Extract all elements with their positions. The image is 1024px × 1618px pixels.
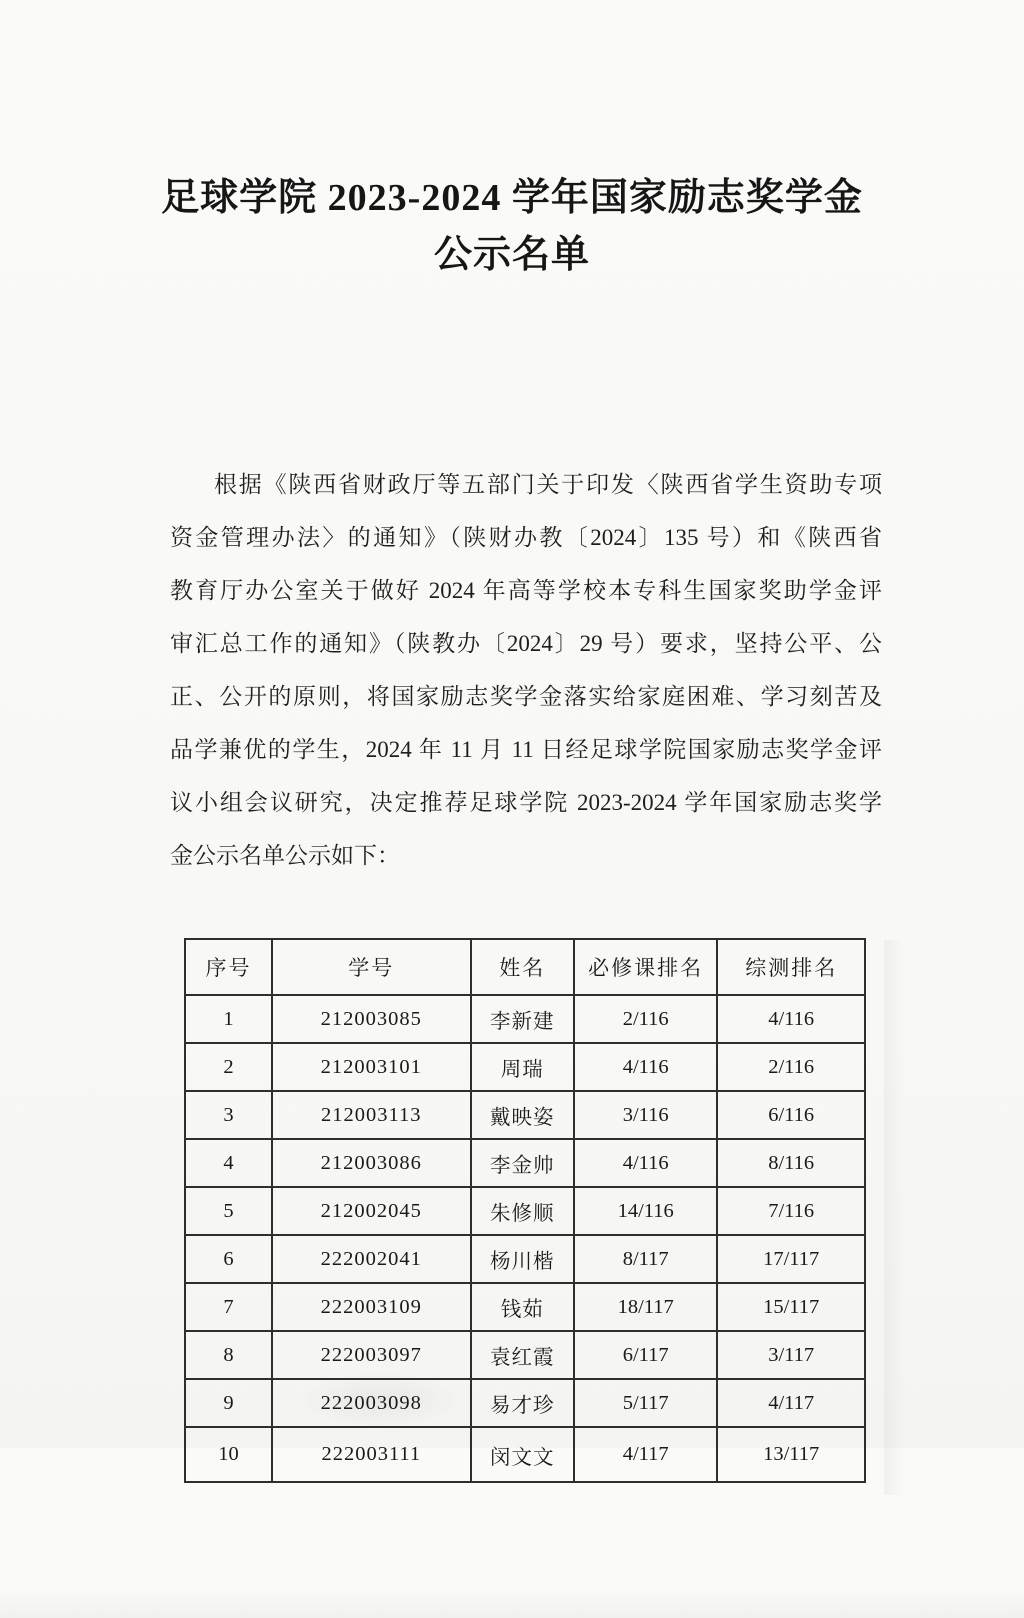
table-cell: 18/117 bbox=[574, 1283, 717, 1331]
table-cell: 8/117 bbox=[574, 1235, 717, 1283]
paragraph-line: 根据《陕西省财政厅等五部门关于印发〈陕西省学生资助专项 bbox=[214, 472, 882, 497]
paragraph-line: 正、公开的原则，将国家励志奖学金落实给家庭困难、学习刻苦及 bbox=[170, 684, 882, 709]
table-cell: 9 bbox=[185, 1379, 272, 1427]
table-row bbox=[185, 1235, 865, 1283]
scholarship-roster-table bbox=[184, 938, 866, 1483]
table-cell: 钱茹 bbox=[471, 1283, 574, 1331]
table-cell: 212003113 bbox=[272, 1091, 471, 1139]
table-cell: 212003086 bbox=[272, 1139, 471, 1187]
table-cell: 4/116 bbox=[574, 1139, 717, 1187]
table-cell: 1 bbox=[185, 995, 272, 1043]
table-cell: 6/116 bbox=[717, 1091, 865, 1139]
table-cell: 13/117 bbox=[717, 1427, 865, 1482]
table-cell: 222003097 bbox=[272, 1331, 471, 1379]
column-header: 序号 bbox=[185, 939, 272, 995]
table-row bbox=[185, 1187, 865, 1235]
document-title-line-2: 公示名单 bbox=[433, 234, 590, 276]
table-cell: 周瑞 bbox=[471, 1043, 574, 1091]
table-cell: 222002041 bbox=[272, 1235, 471, 1283]
paragraph-line: 审汇总工作的通知》（陕教办〔2024〕29 号）要求，坚持公平、公 bbox=[170, 631, 882, 656]
table-header bbox=[185, 939, 865, 995]
table-cell: 李新建 bbox=[471, 995, 574, 1043]
table-cell: 2 bbox=[185, 1043, 272, 1091]
table-cell: 4/116 bbox=[574, 1043, 717, 1091]
table-cell: 袁红霞 bbox=[471, 1331, 574, 1379]
column-header: 姓名 bbox=[471, 939, 574, 995]
table-row bbox=[185, 1043, 865, 1091]
table-cell: 212003085 bbox=[272, 995, 471, 1043]
table-row bbox=[185, 1091, 865, 1139]
table-cell: 222003109 bbox=[272, 1283, 471, 1331]
table-body bbox=[185, 995, 865, 1482]
table-row bbox=[185, 1283, 865, 1331]
table-cell: 4/116 bbox=[717, 995, 865, 1043]
table-cell: 15/117 bbox=[717, 1283, 865, 1331]
table-cell: 戴映姿 bbox=[471, 1091, 574, 1139]
table-cell: 222003098 bbox=[272, 1379, 471, 1427]
announcement-paragraph bbox=[170, 458, 882, 882]
column-header: 学号 bbox=[272, 939, 471, 995]
table-row bbox=[185, 1427, 865, 1482]
column-header: 综测排名 bbox=[717, 939, 865, 995]
table-cell: 222003111 bbox=[272, 1427, 471, 1482]
table-cell: 212003101 bbox=[272, 1043, 471, 1091]
table-cell: 5 bbox=[185, 1187, 272, 1235]
paragraph-line: 金公示名单公示如下： bbox=[170, 843, 400, 868]
table-cell: 8 bbox=[185, 1331, 272, 1379]
paragraph-line: 议小组会议研究，决定推荐足球学院 2023-2024 学年国家励志奖学 bbox=[170, 790, 882, 815]
table-cell: 闵文文 bbox=[471, 1427, 574, 1482]
paragraph-line: 品学兼优的学生，2024 年 11 月 11 日经足球学院国家励志奖学金评 bbox=[170, 737, 882, 762]
table-cell: 3 bbox=[185, 1091, 272, 1139]
document-title bbox=[0, 170, 1024, 284]
table-cell: 3/116 bbox=[574, 1091, 717, 1139]
table-cell: 4 bbox=[185, 1139, 272, 1187]
table-cell: 3/117 bbox=[717, 1331, 865, 1379]
column-header: 必修课排名 bbox=[574, 939, 717, 995]
table-cell: 2/116 bbox=[717, 1043, 865, 1091]
scan-shadow-right bbox=[884, 940, 904, 1495]
table-cell: 7 bbox=[185, 1283, 272, 1331]
table-cell: 4/117 bbox=[717, 1379, 865, 1427]
paragraph-line: 资金管理办法〉的通知》（陕财办教〔2024〕135 号）和《陕西省 bbox=[170, 525, 882, 550]
document-title-line-1: 足球学院 2023-2024 学年国家励志奖学金 bbox=[161, 177, 863, 219]
paragraph-line: 教育厅办公室关于做好 2024 年高等学校本专科生国家奖助学金评 bbox=[170, 578, 882, 603]
table-cell: 5/117 bbox=[574, 1379, 717, 1427]
table-cell: 212002045 bbox=[272, 1187, 471, 1235]
table-cell: 8/116 bbox=[717, 1139, 865, 1187]
table-cell: 7/116 bbox=[717, 1187, 865, 1235]
table-cell: 2/116 bbox=[574, 995, 717, 1043]
table-row bbox=[185, 995, 865, 1043]
table-cell: 4/117 bbox=[574, 1427, 717, 1482]
table-cell: 易才珍 bbox=[471, 1379, 574, 1427]
table-cell: 10 bbox=[185, 1427, 272, 1482]
table-header-row bbox=[185, 939, 865, 995]
table-cell: 17/117 bbox=[717, 1235, 865, 1283]
table-cell: 李金帅 bbox=[471, 1139, 574, 1187]
table-row bbox=[185, 1139, 865, 1187]
scan-shadow-bottom bbox=[0, 1590, 1024, 1618]
table-cell: 6/117 bbox=[574, 1331, 717, 1379]
table-row bbox=[185, 1379, 865, 1427]
table-cell: 6 bbox=[185, 1235, 272, 1283]
table-cell: 杨川楷 bbox=[471, 1235, 574, 1283]
table-cell: 朱修顺 bbox=[471, 1187, 574, 1235]
table-row bbox=[185, 1331, 865, 1379]
document-page bbox=[0, 170, 1024, 1618]
table-cell: 14/116 bbox=[574, 1187, 717, 1235]
